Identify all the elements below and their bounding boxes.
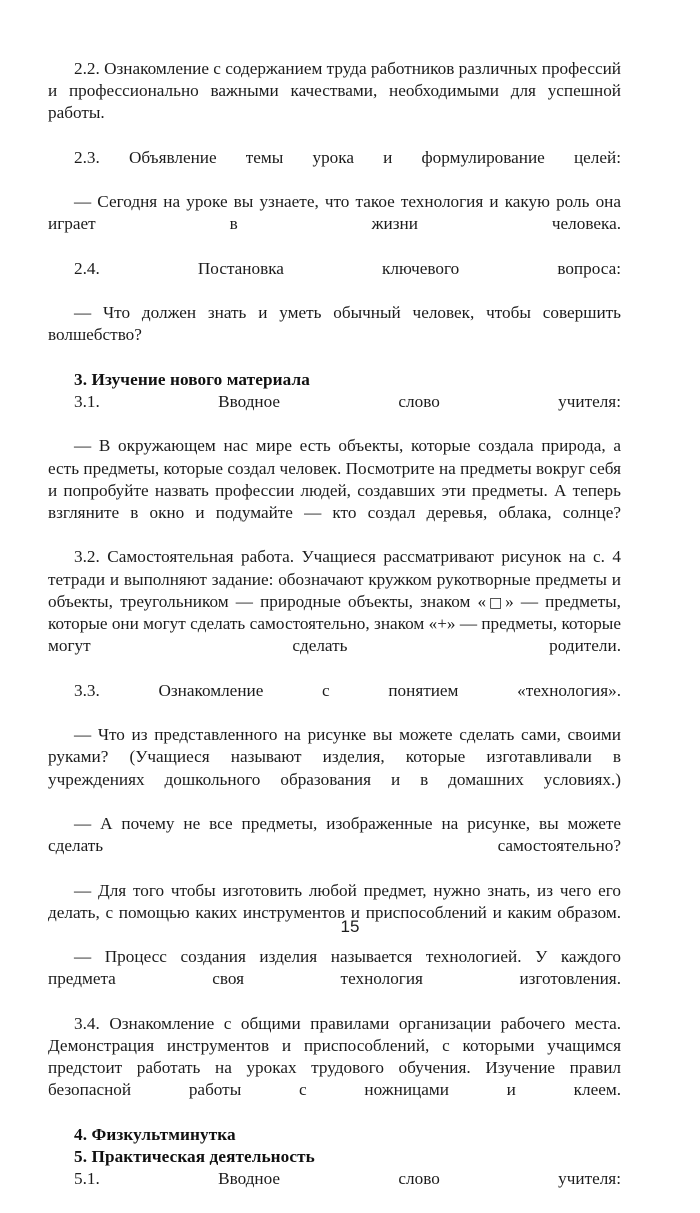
paragraph-3-2-text-after-square: » — предметы, которые они могут сделать самостоятельно, знаком «+» — предметы, которые могут сделать родители. xyxy=(48,591,621,656)
paragraph-2-4: 2.4. Постановка ключевого вопроса: xyxy=(74,258,621,278)
paragraph-2-2: 2.2. Ознакомление с содержанием труда работников различных профессий и профессионально важными качествами, необходимыми для успешной работы. xyxy=(48,59,621,123)
paragraph-3-2-text-before-square: 3.2. Самостоятельная работа. Учащиеся рассматривают рисунок на с. 4 тетради и выполняют задание: обозначают кружком рукотворные предметы и объекты, треугольником — природные объекты, знаком « xyxy=(48,547,621,611)
heading-5-practical-activity: 5. Практическая деятельность xyxy=(74,1146,315,1166)
paragraph-3-3-bullet-4: — Процесс создания изделия называется технологией. У каждого предмета своя технология изготовления. xyxy=(48,947,621,989)
paragraph-2-4-bullet: — Что должен знать и уметь обычный человек, чтобы совершить волшебство? xyxy=(48,303,621,345)
paragraph-2-3-bullet: — Сегодня на уроке вы узнаете, что такое технология и какую роль она играет в жизни человека. xyxy=(48,192,621,234)
paragraph-3-1: 3.1. Вводное слово учителя: xyxy=(74,392,621,412)
heading-3-new-material: 3. Изучение нового материала xyxy=(74,369,310,389)
paragraph-3-2 xyxy=(48,546,621,679)
paragraph-3-3-bullet-2: — А почему не все предметы, изображенные на рисунке, вы можете сделать самостоятельно? xyxy=(48,813,621,856)
page-number: 15 xyxy=(340,917,360,936)
paragraph-3-4: 3.4. Ознакомление с общими правилами организации рабочего места. Демонстрация инструментов и приспособлений, с которыми учащимся предстоит работать на уроках трудового обучения. Изучение правил безопасной работы с ножницами и клеем. xyxy=(48,1013,621,1100)
paragraph-3-3: 3.3. Ознакомление с понятием «технология». xyxy=(74,680,621,700)
page-text-body xyxy=(48,58,621,1213)
paragraph-5-1: 5.1. Вводное слово учителя: xyxy=(74,1169,621,1189)
paragraph-3-3-bullet-1: — Что из представленного на рисунке вы можете сделать сами, своими руками? (Учащиеся называют изделия, которые изготавливали в учреждениях дошкольного образования и в домашних условиях.) xyxy=(48,725,621,789)
paragraph-2-3: 2.3. Объявление темы урока и формулирование целей: xyxy=(74,147,621,167)
empty-square-symbol-icon: □ xyxy=(486,594,506,611)
paragraph-3-3-bullet-3: — Для того чтобы изготовить любой предмет, нужно знать, из чего его делать, с помощью каких инструментов и приспособлений и каким образом. xyxy=(48,880,621,922)
heading-4-physical-minute: 4. Физкультминутка xyxy=(74,1124,236,1144)
paragraph-3-1-bullet: — В окружающем нас мире есть объекты, которые создала природа, а есть предметы, которые создал человек. Посмотрите на предметы вокруг себя и попробуйте назвать профессии людей, создавших эти предметы. А теперь взгляните в окно и подумайте — кто создал деревья, облака, солнце? xyxy=(48,436,621,523)
